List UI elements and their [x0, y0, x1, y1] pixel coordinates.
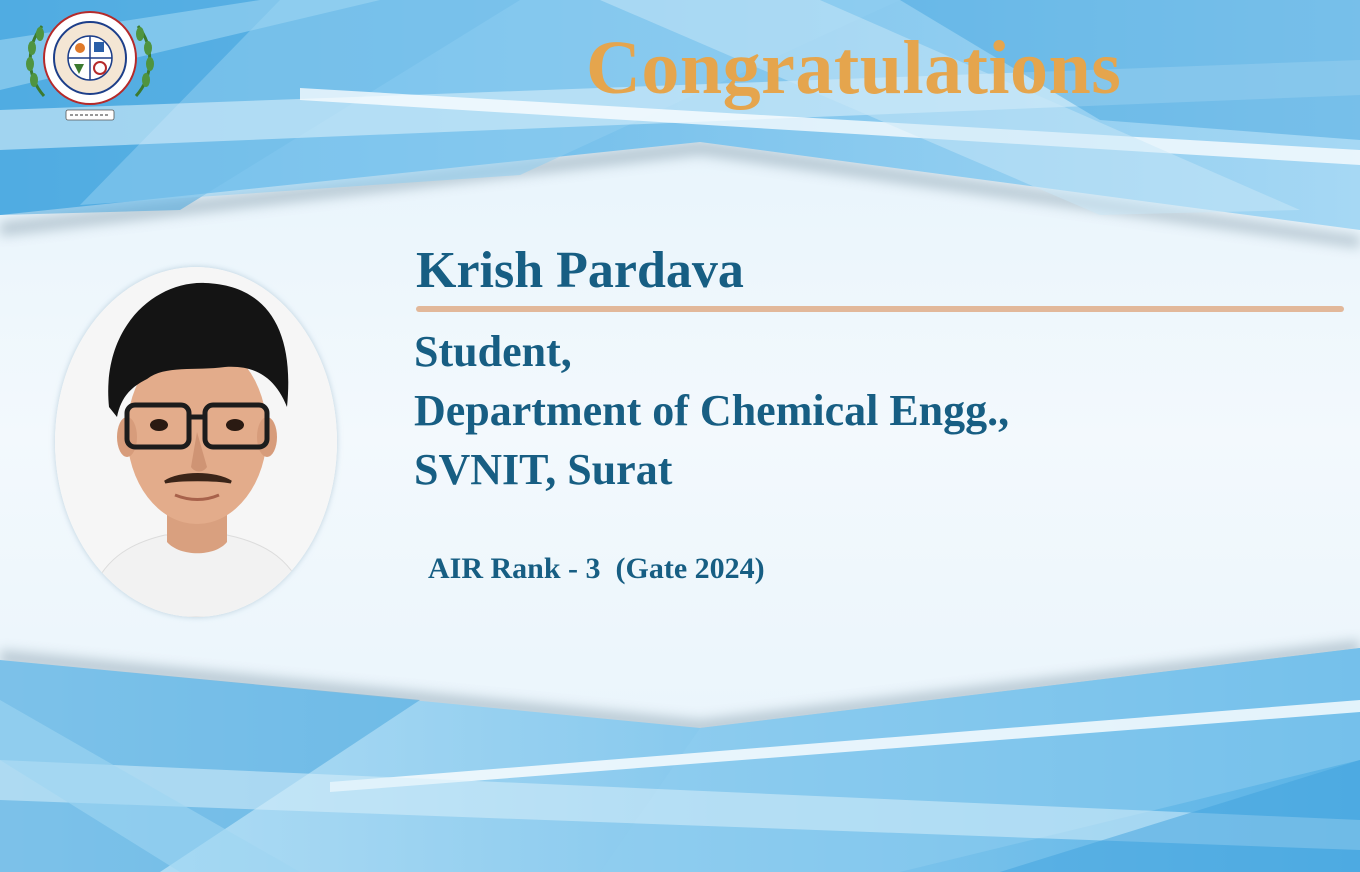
department-line: Department of Chemical Engg., — [414, 386, 1010, 435]
name-underline — [416, 306, 1344, 312]
student-name: Krish Pardava — [416, 242, 744, 299]
congratulations-heading: Congratulations — [586, 26, 1122, 110]
role-line: Student, — [414, 327, 572, 376]
institute-seal-icon — [20, 6, 160, 126]
achievement-text: AIR Rank - 3 (Gate 2024) — [428, 552, 765, 585]
student-portrait-icon — [55, 267, 337, 617]
student-details — [414, 322, 1009, 499]
institute-line: SVNIT, Surat — [414, 445, 673, 494]
student-photo — [55, 267, 337, 617]
